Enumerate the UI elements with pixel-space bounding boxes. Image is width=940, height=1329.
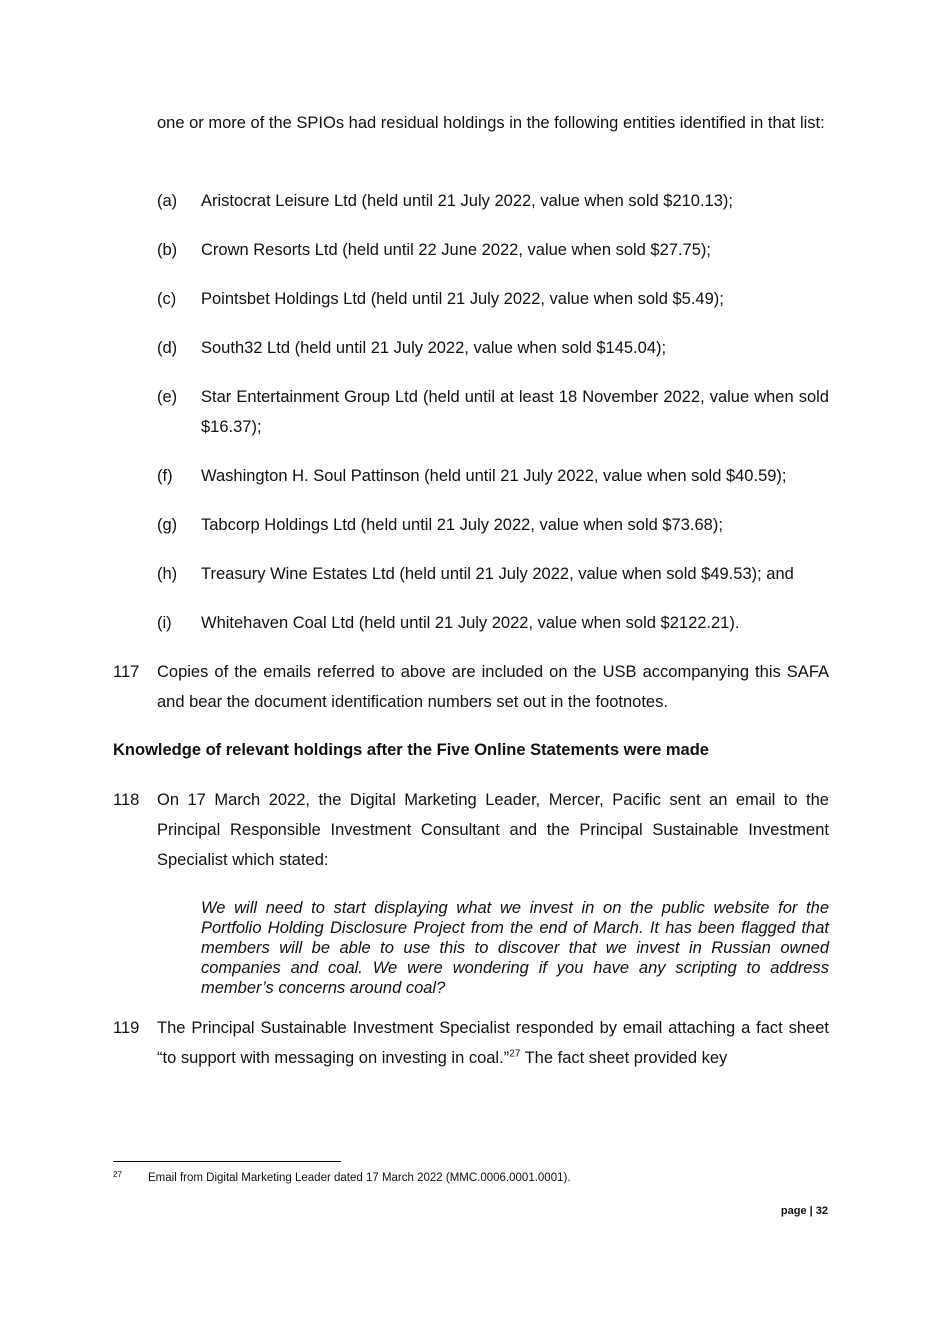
paragraph-119-text: The Principal Sustainable Investment Specialist responded by email attaching a fact sheet “to support with messaging on investing in coal.”: [157, 1019, 829, 1067]
footnote-text: Email from Digital Marketing Leader dated 17 March 2022 (MMC.0006.0001.0001).: [148, 1172, 571, 1184]
email-quote: We will need to start displaying what we invest in on the public website for the Portfolio Holding Disclosure Project from the end of March. It has been flagged that members will be able to use this to discover that we invest in Russian owned companies and coal. We were wondering if you have any scripting to address member’s concerns around coal?: [201, 899, 829, 997]
paragraph-118: On 17 March 2022, the Digital Marketing Leader, Mercer, Pacific sent an email to the Principal Responsible Investment Consultant and the Principal Sustainable Investment Specialist which stated:: [157, 791, 829, 869]
paragraph-119: [157, 1013, 829, 1073]
page-number: page | 32: [780, 1205, 828, 1217]
intro-paragraph: one or more of the SPIOs had residual holdings in the following entities identified in that list:: [157, 114, 825, 132]
list-item-letter: (d): [157, 339, 178, 357]
paragraph-number: 119: [113, 1019, 140, 1037]
footnote-mark: 27: [113, 1170, 122, 1179]
list-item-letter: (a): [157, 192, 178, 210]
list-item-letter: (e): [157, 388, 178, 406]
footnote-divider: [113, 1161, 341, 1162]
list-item-letter: (g): [157, 516, 178, 534]
paragraph-119-text-continued: The fact sheet provided key: [520, 1049, 728, 1067]
list-item-text: South32 Ltd (held until 21 July 2022, value when sold $145.04);: [201, 339, 667, 357]
paragraph-number: 118: [113, 791, 140, 809]
list-item-text: Pointsbet Holdings Ltd (held until 21 July 2022, value when sold $5.49);: [201, 290, 724, 308]
section-heading: Knowledge of relevant holdings after the Five Online Statements were made: [113, 741, 709, 759]
footnote-reference[interactable]: 27: [509, 1048, 521, 1060]
list-item-letter: (c): [157, 290, 177, 308]
list-item-text: Crown Resorts Ltd (held until 22 June 2022, value when sold $27.75);: [201, 241, 711, 259]
list-item-text: Tabcorp Holdings Ltd (held until 21 July 2022, value when sold $73.68);: [201, 516, 723, 534]
paragraph-number: 117: [113, 663, 140, 681]
list-item-letter: (b): [157, 241, 178, 259]
list-item-letter: (f): [157, 467, 173, 485]
list-item-letter: (h): [157, 565, 178, 583]
list-item-text: Treasury Wine Estates Ltd (held until 21 July 2022, value when sold $49.53); and: [201, 565, 794, 583]
list-item-text: Star Entertainment Group Ltd (held until at least 18 November 2022, value when sold $16.37);: [201, 388, 829, 436]
list-item-text: Aristocrat Leisure Ltd (held until 21 July 2022, value when sold $210.13);: [201, 192, 733, 210]
list-item-text: Whitehaven Coal Ltd (held until 21 July 2022, value when sold $2122.21).: [201, 614, 740, 632]
list-item-text: Washington H. Soul Pattinson (held until 21 July 2022, value when sold $40.59);: [201, 467, 787, 485]
paragraph-117: Copies of the emails referred to above are included on the USB accompanying this SAFA and bear the document identification numbers set out in the footnotes.: [157, 663, 829, 711]
list-item-letter: (i): [157, 614, 172, 632]
